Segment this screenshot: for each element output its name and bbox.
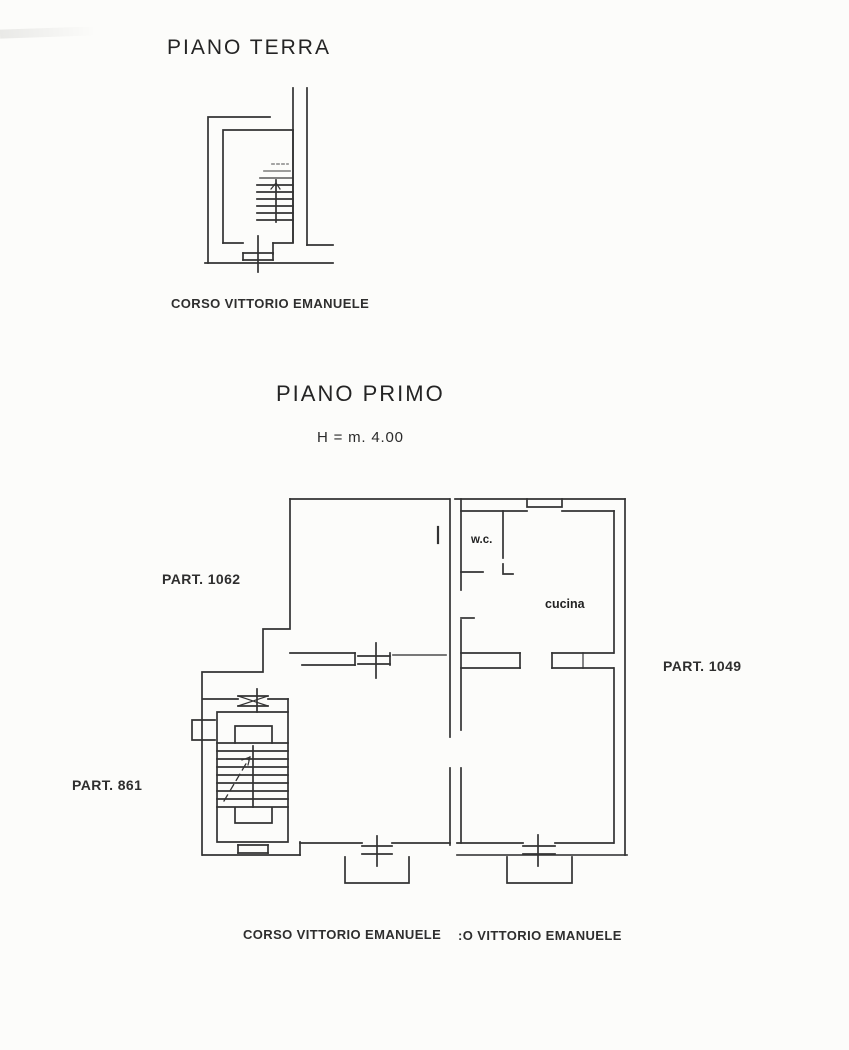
parcel-label-861: PART. 861 [72, 777, 143, 793]
left-unit [192, 499, 450, 883]
room-label-wc: w.c. [471, 534, 493, 546]
ceiling-height-note: H = m. 4.00 [317, 429, 404, 446]
parcel-label-1049: PART. 1049 [663, 658, 742, 674]
ground-floor-street-label: CORSO VITTORIO EMANUELE [171, 296, 370, 311]
first-floor-street-label-right: :O VITTORIO EMANUELE [458, 928, 622, 943]
first-floor-street-label-left: CORSO VITTORIO EMANUELE [243, 927, 442, 942]
parcel-label-1062: PART. 1062 [162, 571, 241, 587]
first-floor-title: PIANO PRIMO [276, 381, 445, 406]
ground-floor-plan [205, 88, 333, 272]
first-floor-stairs [217, 712, 288, 842]
right-unit-balcony [507, 857, 572, 883]
room-label-kitchen: cucina [545, 597, 585, 611]
right-unit [438, 499, 627, 883]
first-floor-plan [192, 499, 627, 883]
ground-floor-title: PIANO TERRA [167, 36, 331, 59]
ground-floor-stairs [257, 164, 293, 222]
